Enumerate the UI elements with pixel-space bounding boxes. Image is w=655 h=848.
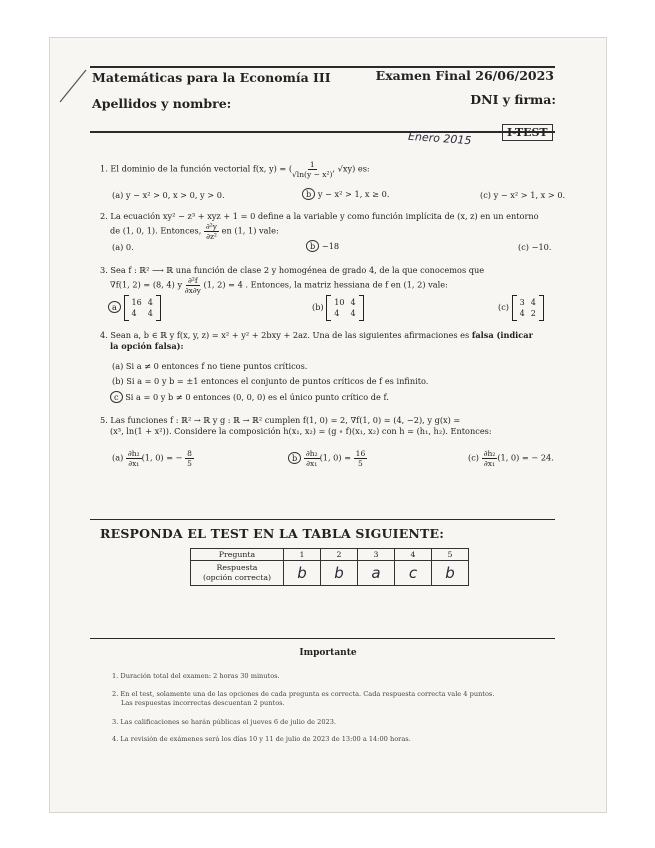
q1-option-b-circled-letter: b — [302, 188, 315, 200]
q5c-deriv-den: ∂x₁ — [483, 459, 496, 468]
answer-cell-5[interactable]: b — [432, 561, 469, 586]
q2-stem-line2b: en (1, 1) vale: — [221, 225, 279, 236]
col-3: 3 — [358, 549, 395, 561]
q3-stem-line1: Sea f : ℝ² ⟶ ℝ una función de clase 2 y homogénea de grado 4, de la que conocemos que — [110, 265, 485, 275]
exam-title: Examen Final 26/06/2023 — [375, 68, 554, 83]
q5-option-c[interactable] — [468, 449, 554, 468]
q5-option-a-text: (1, 0) = − — [141, 452, 183, 463]
q3-number: 3. — [100, 265, 108, 275]
q3a-m21: 4 — [131, 309, 137, 318]
q5-stem-line1: Las funciones f : ℝ² → ℝ y g : ℝ → ℝ² cumplen f(1, 0) = 2, ∇f(1, 0) = (4, −2), y g(x) = — [110, 415, 461, 425]
q2-number: 2. — [100, 211, 108, 221]
q4-stem-bold2: la opción falsa): — [110, 341, 184, 351]
col-2: 2 — [321, 549, 358, 561]
col-5: 5 — [432, 549, 469, 561]
q1-option-a[interactable] — [112, 190, 225, 200]
q5-number: 5. — [100, 415, 108, 425]
q4-option-c[interactable] — [110, 391, 389, 403]
q1-option-b[interactable] — [302, 188, 389, 200]
important-item-2-text: En el test, solamente una de las opciones de cada pregunta es correcta. Cada respuesta correcta vale 4 puntos. — [120, 690, 495, 698]
q2-deriv-den: ∂z² — [206, 232, 217, 241]
important-title: Importante — [299, 648, 357, 658]
row-label-answer-line2: (opción correcta) — [202, 573, 272, 582]
answer-cell-4[interactable]: c — [395, 561, 432, 586]
q2-option-a-letter: (a) — [112, 242, 124, 252]
q3-option-a-circled-letter: a — [108, 301, 121, 313]
q1-frac-num: 1 — [309, 160, 315, 169]
q2-option-a[interactable] — [112, 242, 134, 252]
q2-option-b-circled-letter: b — [306, 240, 319, 252]
q5a-value-num: 8 — [187, 449, 192, 458]
q3a-m11: 16 — [131, 298, 142, 307]
q5b-value-den: 5 — [358, 459, 363, 468]
q1-option-c[interactable] — [480, 190, 565, 200]
dni-label: DNI y firma: — [470, 92, 556, 107]
q3-option-a-matrix — [124, 295, 161, 321]
answer-cell-1[interactable]: b — [284, 561, 321, 586]
question-2 — [100, 211, 560, 241]
q1-number: 1. — [100, 163, 108, 174]
answer-section-title: RESPONDA EL TEST EN LA TABLA SIGUIENTE: — [100, 526, 445, 541]
q5b-deriv-den: ∂x₁ — [306, 459, 318, 468]
q3c-m12: 4 — [530, 298, 536, 307]
q3-option-c-matrix — [512, 295, 544, 321]
important-item-3-num: 3. — [112, 718, 119, 726]
q2-option-c-letter: (c) — [518, 242, 529, 252]
row-label-answer — [191, 561, 284, 586]
q1-frac-den: √ln(y − x²) — [292, 170, 333, 179]
q3-deriv-num: ∂²f — [187, 276, 198, 285]
q5b-deriv-num: ∂h₂ — [305, 449, 318, 458]
q3c-m21: 4 — [519, 309, 525, 318]
q2-stem-line1: La ecuación xy² − z³ + xyz + 1 = 0 define a la variable y como función implícita de (x, z) en un entorno — [110, 211, 539, 221]
important-item-4-text: La revisión de exámenes será los días 10 y 11 de julio de 2023 de 13:00 a 14:00 horas. — [120, 735, 411, 743]
q3-derivative — [185, 276, 201, 295]
q2-option-b-text: −18 — [321, 241, 340, 251]
q3a-m22: 4 — [147, 309, 153, 318]
q1-fraction — [292, 160, 332, 179]
q3b-m22: 4 — [350, 309, 356, 318]
q2-derivative — [204, 222, 219, 241]
answer-cell-3[interactable]: a — [358, 561, 395, 586]
q4-option-c-text: Si a = 0 y b ≠ 0 entonces (0, 0, 0) es el único punto crítico de f. — [125, 392, 389, 402]
question-4 — [100, 330, 565, 352]
q3b-m21: 4 — [334, 309, 340, 318]
answer-table-answer-row — [191, 561, 469, 586]
q1-option-c-text: y − x² > 1, x > 0. — [493, 190, 566, 200]
q2-option-b[interactable] — [306, 240, 339, 252]
row-label-answer-line1: Respuesta — [216, 563, 258, 572]
test-badge: I-TEST — [502, 124, 553, 141]
q3b-m11: 10 — [334, 298, 345, 307]
answer-cell-2[interactable]: b — [321, 561, 358, 586]
answer-section-rule — [90, 519, 555, 520]
q3-option-b-matrix — [326, 295, 363, 321]
q1-option-b-text: y − x² > 1, x ≥ 0. — [317, 189, 390, 199]
pencil-stroke-mark — [56, 66, 90, 106]
q5-option-c-text: (1, 0) = − 24. — [497, 452, 554, 463]
q5c-deriv-num: ∂h₂ — [483, 449, 496, 458]
q4-option-a-letter: (a) — [112, 361, 124, 371]
answer-table — [190, 548, 469, 586]
q1-stem: El dominio de la función vectorial — [110, 163, 251, 174]
important-item-3-text: Las calificaciones se harán públicas el jueves 6 de julio de 2023. — [120, 718, 337, 726]
course-title: Matemáticas para la Economía III — [92, 70, 331, 85]
q5-option-c-letter: (c) — [468, 452, 479, 463]
important-item-4-num: 4. — [112, 735, 119, 743]
q5b-derivative — [304, 449, 320, 468]
q3-option-b-letter: (b) — [312, 302, 324, 312]
q5a-derivative — [126, 449, 142, 468]
q5-option-b[interactable] — [288, 449, 367, 468]
q5a-deriv-num: ∂h₂ — [127, 449, 140, 458]
q3b-m12: 4 — [350, 298, 356, 307]
q3-option-c-letter: (c) — [498, 302, 509, 312]
q4-option-b[interactable] — [112, 376, 428, 386]
col-4: 4 — [395, 549, 432, 561]
important-item-4 — [112, 735, 411, 744]
q3-option-a[interactable] — [108, 295, 161, 321]
q1-option-a-text: y − x² > 0, x > 0, y > 0. — [125, 190, 225, 200]
important-rule — [90, 638, 555, 639]
q4-option-b-text: Si a = 0 y b = ±1 entonces el conjunto de puntos críticos de f es infinito. — [126, 376, 429, 386]
q3-option-c[interactable] — [498, 295, 544, 321]
q2-option-a-text: 0. — [125, 242, 134, 252]
important-item-1-num: 1. — [112, 672, 119, 680]
q5c-derivative — [482, 449, 498, 468]
q5a-deriv-den: ∂x₁ — [128, 459, 140, 468]
q3-deriv-den: ∂x∂y — [184, 286, 201, 295]
handwritten-note: Enero 2015 — [407, 129, 472, 148]
q3c-m11: 3 — [519, 298, 525, 307]
q5b-value-num: 16 — [355, 449, 366, 458]
q2-deriv-num: ∂²y — [205, 222, 218, 231]
q4-number: 4. — [100, 330, 108, 340]
q5a-value-fraction — [185, 449, 194, 468]
q4-option-b-letter: (b) — [112, 376, 124, 386]
q1-function: f(x, y) = ( — [252, 163, 293, 174]
header-bottom-rule — [90, 131, 555, 133]
q5-stem-line2: (x³, ln(1 + x²)). Considere la composición h(x₁, x₂) = (g ∘ f)(x₁, x₂) con h = (h₁, h₂). Entonces: — [110, 426, 492, 436]
col-1: 1 — [284, 549, 321, 561]
important-item-1 — [112, 672, 280, 681]
q4-stem-bold1: falsa (indicar — [471, 330, 533, 340]
exam-sheet — [50, 38, 606, 812]
q3a-m12: 4 — [147, 298, 153, 307]
important-item-2-text2: Las respuestas incorrectas descuentan 2 puntos. — [121, 699, 285, 707]
q5-option-b-text: (1, 0) = — [319, 452, 352, 463]
q2-option-c-text: −10. — [531, 242, 552, 252]
q1-stem-end: , √xy) es: — [332, 163, 370, 174]
question-5 — [100, 415, 565, 437]
q4-stem-line1: Sean a, b ∈ ℝ y f(x, y, z) = x² + y² + 2bxy + 2az. Una de las siguientes afirmaciones es — [110, 330, 470, 340]
question-1 — [100, 160, 370, 179]
q4-option-a-text: Si a ≠ 0 entonces f no tiene puntos críticos. — [125, 361, 308, 371]
q3-stem-line2a: ∇f(1, 2) = (8, 4) y — [110, 279, 183, 290]
q2-option-c[interactable] — [518, 242, 551, 252]
row-label-question: Pregunta — [191, 549, 284, 561]
important-item-2-num: 2. — [112, 690, 119, 698]
q5b-value-fraction — [354, 449, 368, 468]
q5-option-a[interactable] — [112, 449, 194, 468]
q2-stem-line2a: de (1, 0, 1). Entonces, — [110, 225, 202, 236]
important-item-3 — [112, 718, 336, 727]
q5a-value-den: 5 — [187, 459, 192, 468]
q4-option-a[interactable] — [112, 361, 307, 371]
answer-table-header-row — [191, 549, 469, 561]
q3-option-b[interactable] — [312, 295, 364, 321]
q3c-m22: 2 — [530, 309, 536, 318]
q1-option-a-letter: (a) — [112, 190, 124, 200]
question-3 — [100, 265, 560, 295]
q3-stem-line2b: (1, 2) = 4 . Entonces, la matriz hessiana de f en (1, 2) vale: — [203, 279, 448, 290]
q5-option-b-circled-letter: b — [288, 452, 301, 464]
important-item-2 — [112, 690, 572, 708]
q5-option-a-letter: (a) — [112, 452, 124, 463]
q1-option-c-letter: (c) — [480, 190, 491, 200]
q4-option-c-circled-letter: c — [110, 391, 123, 403]
important-item-1-text: Duración total del examen: 2 horas 30 minutos. — [120, 672, 280, 680]
name-label: Apellidos y nombre: — [92, 96, 232, 111]
